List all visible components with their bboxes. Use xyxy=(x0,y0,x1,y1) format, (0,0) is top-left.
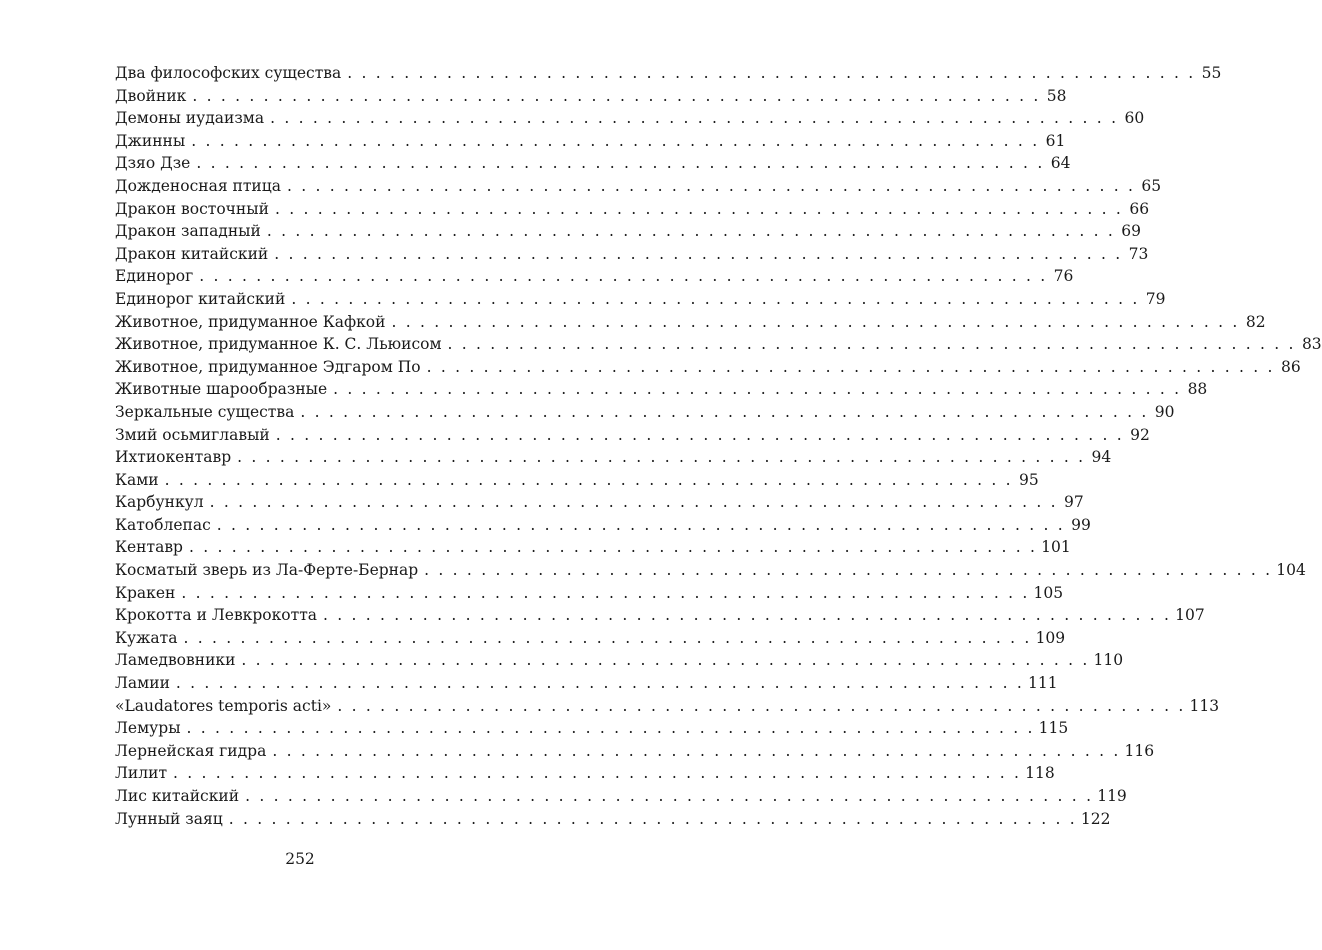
toc-dot-leader: . . . . . . . . . . . . . . . . . . . . . . . . . . . . . . . . . . . . . . . . . . . . . . . . . . . . . . . . . . . . xyxy=(270,109,1119,128)
toc-entry-title: Дракон западный xyxy=(115,222,261,241)
toc-entry-title: Зеркальные существа xyxy=(115,402,295,421)
toc-entry-title: Дзяо Дзе xyxy=(115,154,191,173)
toc-dot-leader: . . . . . . . . . . . . . . . . . . . . . . . . . . . . . . . . . . . . . . . . . . . . . . . . . . . . . . . . . . . . xyxy=(186,719,1035,738)
toc-entry xyxy=(115,288,1166,311)
toc-entry-title: Крокотта и Левкрокотта xyxy=(115,606,318,625)
toc-entry xyxy=(115,582,1064,605)
toc-entry-title: Два философских существа xyxy=(115,64,342,82)
toc-dot-leader: . . . . . . . . . . . . . . . . . . . . . . . . . . . . . . . . . . . . . . . . . . . . . . . . . . . . . . . . . . . . xyxy=(183,628,1032,647)
toc-dot-leader: . . . . . . . . . . . . . . . . . . . . . . . . . . . . . . . . . . . . . . . . . . . . . . . . . . . . . . . . . . . . xyxy=(300,402,1149,421)
toc-entry-page: 95 xyxy=(1019,470,1039,489)
toc-entry-title: Лис китайский xyxy=(115,787,240,805)
toc-entry-title: Лернейская гидра xyxy=(115,741,267,760)
toc-dot-leader: . . . . . . . . . . . . . . . . . . . . . . . . . . . . . . . . . . . . . . . . . . . . . . . . . . . . . . . . . . . . xyxy=(333,380,1182,399)
toc-entry-title: Лилит xyxy=(115,764,168,783)
toc-entry-title: Животное, придуманное Эдгаром По xyxy=(115,357,421,376)
toc-entry-title: Единорог китайский xyxy=(115,289,286,308)
toc-entry xyxy=(115,695,1220,718)
toc-dot-leader: . . . . . . . . . . . . . . . . . . . . . . . . . . . . . . . . . . . . . . . . . . . . . . . . . . . . . . . . . . . . xyxy=(286,176,1136,195)
toc-entry-page: 55 xyxy=(1201,64,1222,82)
toc-entry xyxy=(115,220,1141,243)
toc-entry-title: Животное, придуманное К. С. Льюисом xyxy=(115,335,442,354)
toc-dot-leader: . . . . . . . . . . . . . . . . . . . . . . . . . . . . . . . . . . . . . . . . . . . . . . . . . . . . . . . . . . . . xyxy=(209,493,1058,512)
toc-entry-title: Карбункул xyxy=(115,493,204,512)
toc-dot-leader: . . . . . . . . . . . . . . . . . . . . . . . . . . . . . . . . . . . . . . . . . . . . . . . . . . . . . . . . . . . . xyxy=(274,244,1123,263)
toc-entry-title: Дожденосная птица xyxy=(115,176,281,195)
toc-entry xyxy=(115,717,1069,740)
toc-dot-leader: . . . . . . . . . . . . . . . . . . . . . . . . . . . . . . . . . . . . . . . . . . . . . . . . . . . . . . . . . . . . xyxy=(192,86,1041,105)
toc-entry xyxy=(115,175,1162,198)
toc-dot-leader: . . . . . . . . . . . . . . . . . . . . . . . . . . . . . . . . . . . . . . . . . . . . . . . . . . . . . . . . . . . . xyxy=(241,651,1090,670)
toc-entry xyxy=(115,740,1155,763)
toc-entry xyxy=(115,243,1149,266)
toc-entry-page: 83 xyxy=(1301,335,1322,354)
toc-entry xyxy=(115,265,1074,288)
toc-entry-title: Ламии xyxy=(115,674,170,693)
toc-entry xyxy=(115,559,1306,582)
toc-dot-leader: . . . . . . . . . . . . . . . . . . . . . . . . . . . . . . . . . . . . . . . . . . . . . . . . . . . . . . . . . . . . xyxy=(164,470,1013,489)
toc-entry-title: Двойник xyxy=(115,86,187,105)
toc-entry xyxy=(115,514,1091,537)
toc-entry-page: 111 xyxy=(1028,674,1058,693)
toc-entry xyxy=(115,333,1322,356)
toc-entry-page: 109 xyxy=(1035,628,1066,647)
toc-dot-leader: . . . . . . . . . . . . . . . . . . . . . . . . . . . . . . . . . . . . . . . . . . . . . . . . . . . . . . . . . . . . xyxy=(181,583,1030,602)
toc-entry-page: 82 xyxy=(1245,312,1266,331)
toc-entry-title: Животные шарообразные xyxy=(115,380,328,399)
toc-entry-page: 107 xyxy=(1175,606,1205,625)
toc-entry xyxy=(115,62,1222,85)
toc-dot-leader: . . . . . . . . . . . . . . . . . . . . . . . . . . . . . . . . . . . . . . . . . . . . . . . . . . . . . . . . . . . . xyxy=(228,809,1077,828)
toc-entry-page: 58 xyxy=(1046,86,1067,105)
toc-entry-title: Ихтиокентавр xyxy=(115,448,232,467)
toc-entry-page: 61 xyxy=(1045,131,1066,150)
toc-entry xyxy=(115,469,1039,492)
toc-entry-title: Демоны иудаизма xyxy=(115,109,265,128)
toc-dot-leader: . . . . . . . . . . . . . . . . . . . . . . . . . . . . . . . . . . . . . . . . . . . . . . . . . . . . . . . . . . . . xyxy=(447,335,1296,354)
toc-entry-page: 64 xyxy=(1050,154,1071,173)
toc-entry-title: Ками xyxy=(115,470,159,489)
toc-dot-leader: . . . . . . . . . . . . . . . . . . . . . . . . . . . . . . . . . . . . . . . . . . . . . . . . . . . . . . . . . . . . xyxy=(173,764,1022,783)
toc-dot-leader: . . . . . . . . . . . . . . . . . . . . . . . . . . . . . . . . . . . . . . . . . . . . . . . . . . . . . . . . . . . . xyxy=(275,425,1124,444)
toc-entry-title: Дракон китайский xyxy=(115,244,269,263)
toc-entry-title: Катоблепас xyxy=(115,515,211,534)
toc-entry xyxy=(115,198,1150,221)
toc-entry-page: 99 xyxy=(1071,515,1091,534)
toc-entry-page: 65 xyxy=(1141,176,1162,195)
toc-entry xyxy=(115,356,1301,379)
toc-dot-leader: . . . . . . . . . . . . . . . . . . . . . . . . . . . . . . . . . . . . . . . . . . . . . . . . . . . . . . . . . . . . xyxy=(347,64,1196,82)
toc-entry-page: 66 xyxy=(1129,199,1150,218)
toc-dot-leader: . . . . . . . . . . . . . . . . . . . . . . . . . . . . . . . . . . . . . . . . . . . . . . . . . . . . . . . . . . . . xyxy=(274,199,1124,218)
toc-entry-title: Джинны xyxy=(115,131,186,150)
toc-dot-leader: . . . . . . . . . . . . . . . . . . . . . . . . . . . . . . . . . . . . . . . . . . . . . . . . . . . . . . . . . . . . xyxy=(291,289,1140,308)
toc-dot-leader: . . . . . . . . . . . . . . . . . . . . . . . . . . . . . . . . . . . . . . . . . . . . . . . . . . . . . . . . . . . . xyxy=(391,312,1240,331)
toc-entry-page: 86 xyxy=(1280,357,1301,376)
toc-entry xyxy=(115,604,1205,627)
toc-entry-page: 101 xyxy=(1041,538,1071,557)
toc-entry xyxy=(115,378,1208,401)
toc-entry xyxy=(115,649,1124,672)
toc-entry-title: Змий осьмиглавый xyxy=(115,425,270,444)
toc-dot-leader: . . . . . . . . . . . . . . . . . . . . . . . . . . . . . . . . . . . . . . . . . . . . . . . . . . . . . . . . . . . . xyxy=(175,674,1025,693)
toc-entry-page: 79 xyxy=(1145,289,1166,308)
toc-dot-leader: . . . . . . . . . . . . . . . . . . . . . . . . . . . . . . . . . . . . . . . . . . . . . . . . . . . . . . . . . . . . xyxy=(323,606,1172,625)
toc-entry-page: 119 xyxy=(1097,787,1127,805)
toc-entry xyxy=(115,446,1112,469)
toc-entry xyxy=(115,762,1055,785)
toc-entry-page: 69 xyxy=(1121,222,1141,241)
toc-dot-leader: . . . . . . . . . . . . . . . . . . . . . . . . . . . . . . . . . . . . . . . . . . . . . . . . . . . . . . . . . . . . xyxy=(199,267,1048,286)
toc-entry xyxy=(115,401,1175,424)
toc-entry-page: 113 xyxy=(1189,696,1220,715)
toc-entry-title: Кентавр xyxy=(115,538,183,557)
toc-entry xyxy=(115,672,1058,695)
toc-entry-page: 73 xyxy=(1128,244,1149,263)
toc-entry-page: 76 xyxy=(1053,267,1074,286)
toc-entry xyxy=(115,424,1150,447)
toc-entry xyxy=(115,536,1071,559)
toc-dot-leader: . . . . . . . . . . . . . . . . . . . . . . . . . . . . . . . . . . . . . . . . . . . . . . . . . . . . . . . . . . . . xyxy=(337,696,1186,715)
toc-entry-page: 92 xyxy=(1130,425,1150,444)
toc-entry xyxy=(115,808,1111,831)
toc-entry-title: «Laudatores temporis acti» xyxy=(115,696,332,715)
toc-dot-leader: . . . . . . . . . . . . . . . . . . . . . . . . . . . . . . . . . . . . . . . . . . . . . . . . . . . . . . . . . . . . xyxy=(245,787,1094,805)
toc-entry xyxy=(115,627,1066,650)
toc-entry-page: 97 xyxy=(1064,493,1084,512)
page-number: 252 xyxy=(285,850,315,868)
toc-entry-title: Косматый зверь из Ла-Ферте-Бернар xyxy=(115,561,419,580)
toc-entry xyxy=(115,311,1266,334)
toc-entry-title: Кракен xyxy=(115,583,176,602)
toc-entry-page: 122 xyxy=(1080,809,1111,828)
toc-entry-title: Ламедвовники xyxy=(115,651,236,670)
toc-entry-title: Дракон восточный xyxy=(115,199,269,218)
toc-entry xyxy=(115,107,1145,130)
toc-entry xyxy=(115,85,1067,108)
toc-dot-leader: . . . . . . . . . . . . . . . . . . . . . . . . . . . . . . . . . . . . . . . . . . . . . . . . . . . . . . . . . . . . xyxy=(191,131,1040,150)
toc-dot-leader: . . . . . . . . . . . . . . . . . . . . . . . . . . . . . . . . . . . . . . . . . . . . . . . . . . . . . . . . . . . . xyxy=(196,154,1045,173)
toc-dot-leader: . . . . . . . . . . . . . . . . . . . . . . . . . . . . . . . . . . . . . . . . . . . . . . . . . . . . . . . . . . . . xyxy=(424,561,1273,580)
toc-dot-leader: . . . . . . . . . . . . . . . . . . . . . . . . . . . . . . . . . . . . . . . . . . . . . . . . . . . . . . . . . . . . xyxy=(272,741,1121,760)
toc-entry xyxy=(115,130,1066,153)
toc-dot-leader: . . . . . . . . . . . . . . . . . . . . . . . . . . . . . . . . . . . . . . . . . . . . . . . . . . . . . . . . . . . . xyxy=(237,448,1086,467)
table-of-contents xyxy=(115,62,1322,830)
toc-entry-page: 60 xyxy=(1124,109,1145,128)
toc-dot-leader: . . . . . . . . . . . . . . . . . . . . . . . . . . . . . . . . . . . . . . . . . . . . . . . . . . . . . . . . . . . . xyxy=(266,222,1115,241)
toc-entry-title: Лемуры xyxy=(115,719,181,738)
toc-entry-title: Единорог xyxy=(115,267,194,286)
toc-entry xyxy=(115,491,1084,514)
toc-dot-leader: . . . . . . . . . . . . . . . . . . . . . . . . . . . . . . . . . . . . . . . . . . . . . . . . . . . . . . . . . . . . xyxy=(426,357,1275,376)
toc-entry-title: Кужата xyxy=(115,628,178,647)
toc-entry-page: 118 xyxy=(1025,764,1055,783)
toc-entry-page: 105 xyxy=(1033,583,1064,602)
toc-entry-page: 90 xyxy=(1154,402,1175,421)
toc-entry-page: 115 xyxy=(1038,719,1069,738)
toc-entry-page: 94 xyxy=(1091,448,1112,467)
toc-entry-page: 104 xyxy=(1276,561,1306,580)
toc-entry xyxy=(115,785,1127,808)
toc-entry xyxy=(115,152,1071,175)
toc-entry-page: 88 xyxy=(1187,380,1208,399)
toc-entry-title: Лунный заяц xyxy=(115,809,223,828)
toc-entry-page: 110 xyxy=(1093,651,1124,670)
toc-entry-page: 116 xyxy=(1124,741,1155,760)
toc-dot-leader: . . . . . . . . . . . . . . . . . . . . . . . . . . . . . . . . . . . . . . . . . . . . . . . . . . . . . . . . . . . . xyxy=(216,515,1065,534)
toc-entry-title: Животное, придуманное Кафкой xyxy=(115,312,386,331)
toc-dot-leader: . . . . . . . . . . . . . . . . . . . . . . . . . . . . . . . . . . . . . . . . . . . . . . . . . . . . . . . . . . . . xyxy=(188,538,1038,557)
